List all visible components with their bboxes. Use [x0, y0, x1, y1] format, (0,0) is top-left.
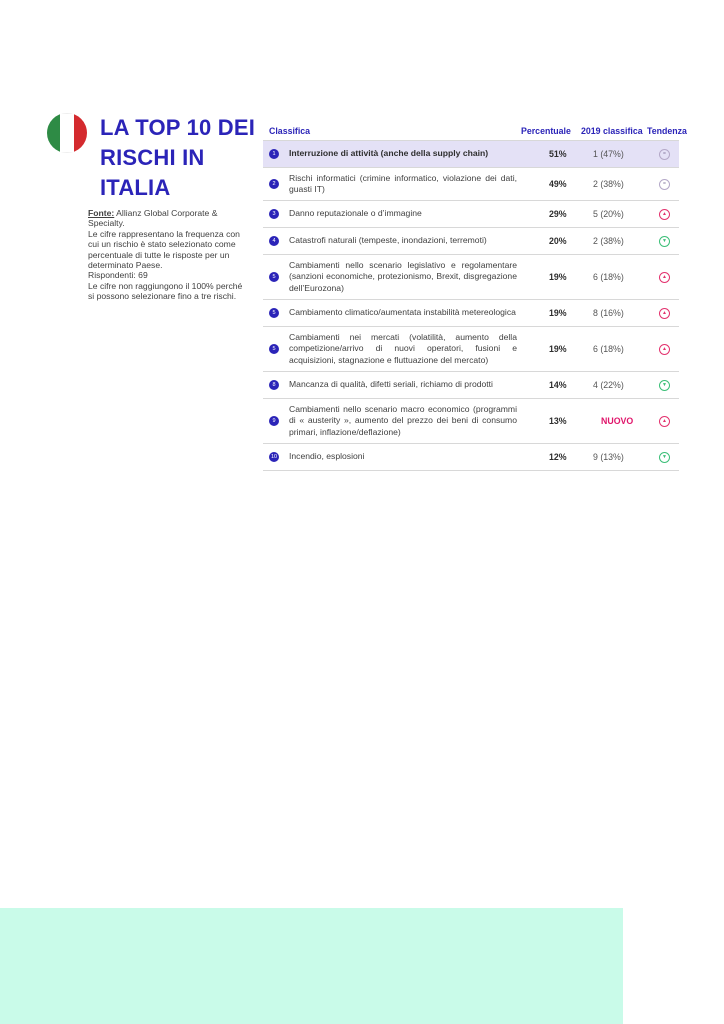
source-label: Fonte: [88, 208, 115, 218]
rank-badge: 8 [269, 380, 279, 390]
source-line-3: Le cifre non raggiungono il 100% perché si possono selezionare fino a tre rischi. [88, 280, 243, 302]
prev-rank: 9 (13%) [593, 452, 624, 462]
risk-percent: 13% [549, 416, 567, 426]
risk-name: Cambiamenti nello scenario legislativo e regolamentare (sanzioni economiche, protezionismo, Brexit, disgregazione dell’Eurozona) [289, 259, 517, 293]
risk-percent: 12% [549, 452, 567, 462]
up-trend-icon: ▲ [659, 344, 670, 355]
risk-percent: 51% [549, 149, 567, 159]
equal-trend-icon: = [659, 179, 670, 190]
table-row [263, 228, 679, 255]
table-row [263, 255, 679, 300]
table-row [263, 372, 679, 399]
risk-name: Danno reputazionale o d’immagine [289, 208, 422, 219]
prev-rank: 5 (20%) [593, 209, 624, 219]
table-row [263, 399, 679, 444]
risk-percent: 19% [549, 308, 567, 318]
source-note [88, 208, 248, 302]
source-line-1: Le cifre rappresentano la frequenza con cui un rischio è stato selezionato come percentuale di tutte le risposte per un determinato Paese. [88, 228, 240, 271]
page-title [100, 113, 256, 203]
rank-badge: 3 [269, 209, 279, 219]
risk-percent: 29% [549, 209, 567, 219]
equal-trend-icon: = [659, 149, 670, 160]
risk-name: Incendio, esplosioni [289, 451, 365, 462]
rank-badge: 5 [269, 344, 279, 354]
risk-name: Cambiamenti nello scenario macro economico (programmi di « austerity », aumento del prezzo dei beni di consumo primari, inflazione/deflazione) [289, 403, 517, 437]
title-line-1: LA TOP 10 DEI [100, 115, 256, 140]
up-trend-icon: ▲ [659, 272, 670, 283]
risk-name: Catastrofi naturali (tempeste, inondazioni, terremoti) [289, 235, 487, 246]
prev-rank: 4 (22%) [593, 380, 624, 390]
risk-percent: 20% [549, 236, 567, 246]
rank-badge: 4 [269, 236, 279, 246]
header-trend: Tendenza [647, 126, 687, 136]
rank-badge: 10 [270, 454, 278, 460]
up-trend-icon: ▲ [659, 209, 670, 220]
risk-percent: 49% [549, 179, 567, 189]
table-row [263, 168, 679, 201]
source-line-2: Rispondenti: 69 [88, 270, 148, 281]
risk-percent: 19% [549, 344, 567, 354]
prev-rank: 1 (47%) [593, 149, 624, 159]
rank-badge: 2 [269, 179, 279, 189]
rank-badge: 9 [269, 416, 279, 426]
prev-rank: 6 (18%) [593, 272, 624, 282]
rank-badge: 1 [269, 149, 279, 159]
footer-color-band [0, 908, 623, 1024]
down-trend-icon: ▼ [659, 452, 670, 463]
risk-name: Cambiamenti nei mercati (volatilità, aumento della competizione/arrivo di nuovi operatori, fusioni e acquisizioni, stagnazione e fluttuazione del mercato) [289, 331, 517, 365]
up-trend-icon: ▲ [659, 308, 670, 319]
prev-rank: 2 (38%) [593, 236, 624, 246]
rank-badge: 5 [269, 308, 279, 318]
risk-name: Mancanza di qualità, difetti seriali, richiamo di prodotti [289, 379, 493, 390]
table-row [263, 201, 679, 228]
prev-rank: 6 (18%) [593, 344, 624, 354]
down-trend-icon: ▼ [659, 380, 670, 391]
prev-rank: NUOVO [601, 416, 634, 426]
title-line-3: ITALIA [100, 175, 171, 200]
header-prev-rank: 2019 classifica [581, 126, 643, 136]
down-trend-icon: ▼ [659, 236, 670, 247]
header-rank: Classifica [269, 126, 311, 136]
source-text: Allianz Global Corporate & Specialty. [88, 208, 218, 229]
table-row [263, 444, 679, 471]
table-body [263, 141, 679, 471]
header-percent: Percentuale [521, 126, 571, 136]
table-row [263, 300, 679, 327]
risk-name: Rischi informatici (crimine informatico, violazione dei dati, guasti IT) [289, 172, 517, 194]
risk-name: Interruzione di attività (anche della supply chain) [289, 148, 489, 159]
rank-badge: 5 [269, 272, 279, 282]
table-row [263, 141, 679, 168]
prev-rank: 2 (38%) [593, 179, 624, 189]
prev-rank: 8 (16%) [593, 308, 624, 318]
risk-ranking-table [263, 124, 687, 471]
risk-percent: 14% [549, 380, 567, 390]
risk-name: Cambiamento climatico/aumentata instabilità metereologica [289, 307, 516, 318]
title-line-2: RISCHI IN [100, 145, 205, 170]
risk-percent: 19% [549, 272, 567, 282]
italy-flag-icon [47, 113, 87, 153]
table-header [263, 124, 687, 141]
up-trend-icon: ▲ [659, 416, 670, 427]
table-row [263, 327, 679, 372]
